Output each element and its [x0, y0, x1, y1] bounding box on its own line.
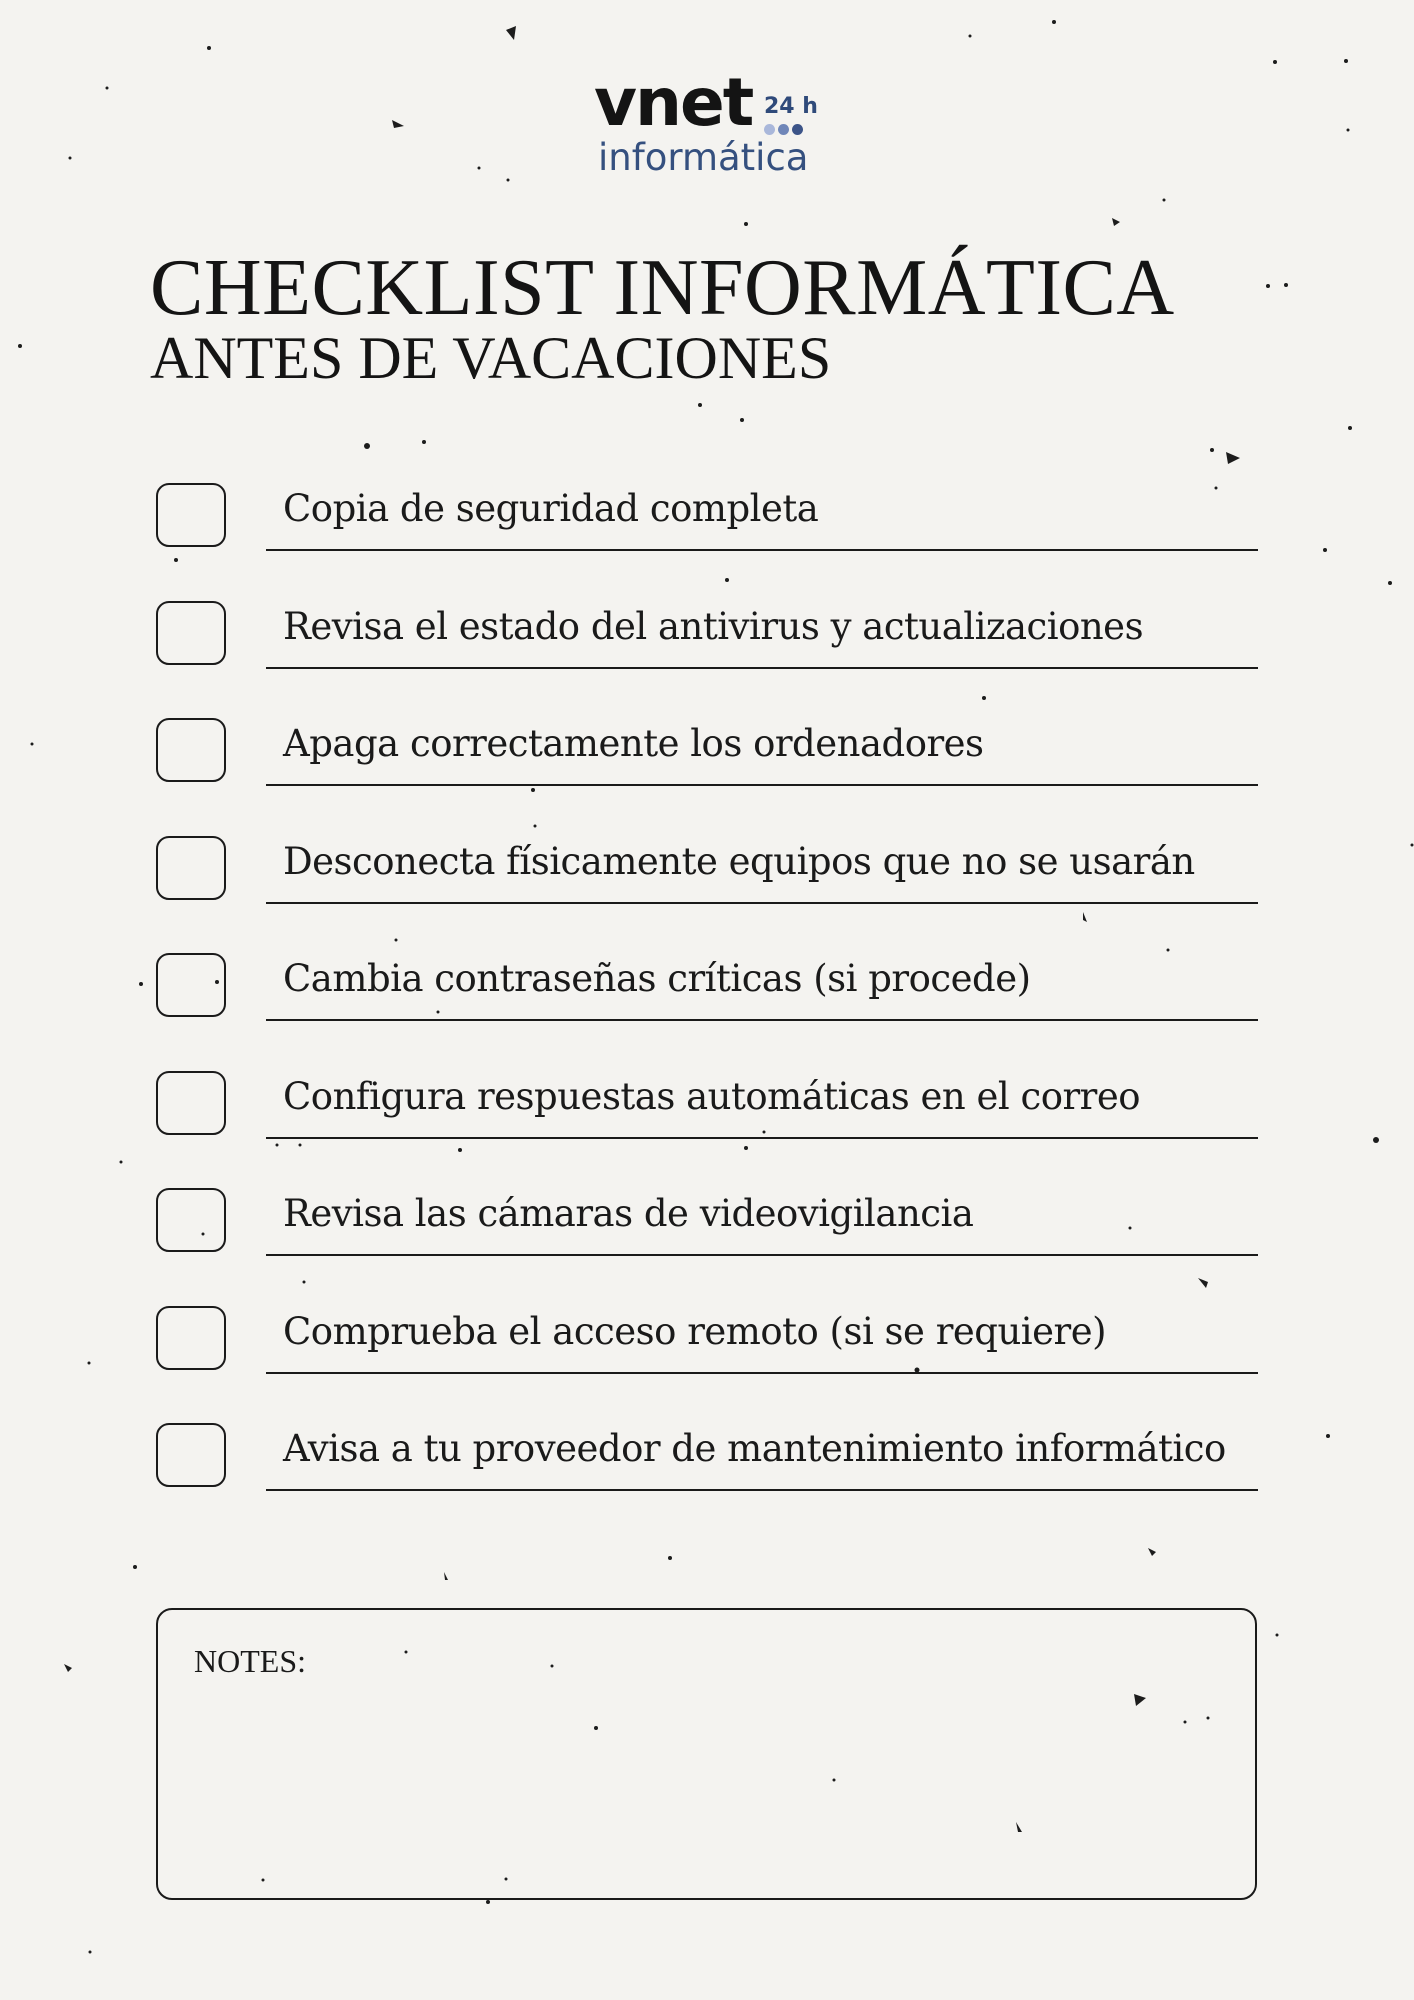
checklist-item-label: Revisa el estado del antivirus y actualizaciones	[283, 604, 1144, 648]
checkbox[interactable]	[156, 953, 226, 1017]
underline-divider	[266, 784, 1258, 786]
checklist-item	[156, 599, 1260, 717]
vnet-logo	[594, 64, 834, 182]
underline-divider	[266, 1019, 1258, 1021]
checklist-item	[156, 834, 1260, 952]
checklist-item	[156, 481, 1260, 599]
notes-box[interactable]	[156, 1608, 1257, 1900]
checklist	[156, 481, 1260, 1539]
checkbox[interactable]	[156, 1423, 226, 1487]
logo-brand-text: vnet	[594, 64, 753, 141]
checkbox[interactable]	[156, 601, 226, 665]
underline-divider	[266, 1489, 1258, 1491]
checklist-item	[156, 951, 1260, 1069]
logo-badge-text: 24 h	[764, 94, 818, 119]
checklist-item-label: Apaga correctamente los ordenadores	[283, 722, 984, 765]
checkbox[interactable]	[156, 1071, 226, 1135]
checklist-item-label: Configura respuestas automáticas en el correo	[283, 1074, 1141, 1118]
checkbox[interactable]	[156, 718, 226, 782]
checklist-item-label: Avisa a tu proveedor de mantenimiento informático	[283, 1427, 1226, 1470]
checkbox[interactable]	[156, 1306, 226, 1370]
underline-divider	[266, 1372, 1258, 1374]
underline-divider	[266, 1254, 1258, 1256]
checklist-item-label: Comprueba el acceso remoto (si se requiere)	[283, 1309, 1107, 1353]
checklist-item-label: Cambia contraseñas críticas (si procede)	[283, 957, 1031, 1000]
checklist-item-label: Revisa las cámaras de videovigilancia	[283, 1192, 974, 1235]
checkbox[interactable]	[156, 836, 226, 900]
checklist-item	[156, 1421, 1260, 1539]
checklist-item-label: Copia de seguridad completa	[283, 487, 819, 530]
checklist-item	[156, 1186, 1260, 1304]
checklist-item	[156, 1069, 1260, 1187]
page-title: CHECKLIST INFORMÁTICA	[150, 244, 1175, 332]
underline-divider	[266, 1137, 1258, 1139]
underline-divider	[266, 549, 1258, 551]
checkbox[interactable]	[156, 1188, 226, 1252]
page-subtitle: ANTES DE VACACIONES	[150, 325, 832, 391]
checklist-item	[156, 716, 1260, 834]
notes-label: NOTES:	[194, 1643, 306, 1679]
logo-subtitle-text: informática	[598, 136, 809, 179]
checkbox[interactable]	[156, 483, 226, 547]
underline-divider	[266, 902, 1258, 904]
checklist-item-label: Desconecta físicamente equipos que no se usarán	[283, 839, 1195, 883]
underline-divider	[266, 667, 1258, 669]
checklist-item	[156, 1304, 1260, 1422]
